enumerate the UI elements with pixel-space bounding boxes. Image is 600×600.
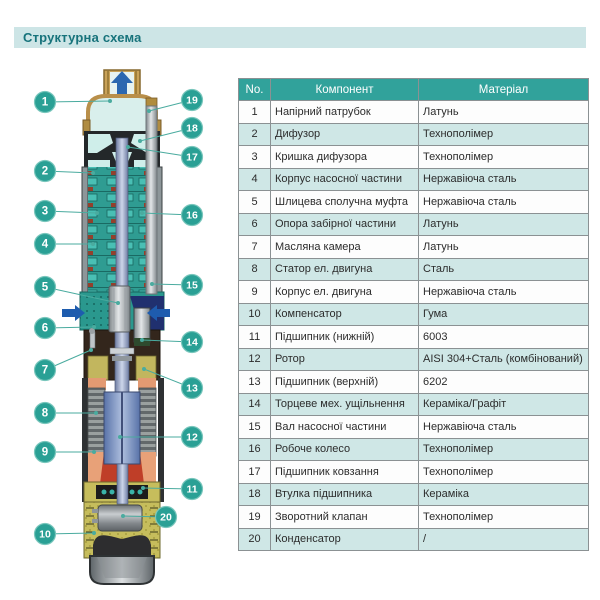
- table-row: [239, 326, 589, 349]
- callout-number-1: 1: [41, 96, 49, 109]
- table-row: [239, 123, 589, 146]
- cell-num: 14: [239, 393, 271, 416]
- callout-dot-10: [92, 531, 96, 535]
- callout-number-13: 13: [186, 382, 198, 395]
- cell-component: Дифузор: [271, 123, 419, 146]
- table-row: [239, 168, 589, 191]
- cell-component: Зворотний клапан: [271, 506, 419, 529]
- callout-number-7: 7: [41, 364, 49, 377]
- cell-material: 6003: [419, 326, 589, 349]
- cell-material: Нержавіюча сталь: [419, 168, 589, 191]
- callout-dot-11: [141, 486, 145, 490]
- cell-material: Технополімер: [419, 146, 589, 169]
- callout-number-11: 11: [186, 483, 198, 496]
- table-header-row: [239, 79, 589, 101]
- cell-num: 9: [239, 281, 271, 304]
- cell-num: 5: [239, 191, 271, 214]
- cell-material: Гума: [419, 303, 589, 326]
- cell-component: Підшипник (верхній): [271, 371, 419, 394]
- callout-number-9: 9: [41, 446, 49, 459]
- cell-component: Корпус насосної частини: [271, 168, 419, 191]
- callout-number-16: 16: [186, 209, 198, 222]
- callout-number-17: 17: [186, 151, 198, 164]
- cell-component: Масляна камера: [271, 236, 419, 259]
- callout-dot-3: [95, 211, 99, 215]
- cell-material: AISI 304+Сталь (комбінований): [419, 348, 589, 371]
- cell-material: Технополімер: [419, 438, 589, 461]
- cell-component: Опора забірної частини: [271, 213, 419, 236]
- cell-component: Робоче колесо: [271, 438, 419, 461]
- parts-table: [238, 78, 589, 551]
- cell-component: Конденсатор: [271, 528, 419, 551]
- callout-dot-2: [91, 171, 95, 175]
- cell-num: 3: [239, 146, 271, 169]
- callout-number-4: 4: [41, 238, 49, 251]
- cell-num: 12: [239, 348, 271, 371]
- cell-num: 11: [239, 326, 271, 349]
- cell-material: Нержавіюча сталь: [419, 281, 589, 304]
- table-row: [239, 461, 589, 484]
- capacitor: [92, 505, 142, 531]
- table-row: [239, 416, 589, 439]
- cell-num: 15: [239, 416, 271, 439]
- cell-material: Латунь: [419, 213, 589, 236]
- cell-num: 4: [239, 168, 271, 191]
- cell-num: 16: [239, 438, 271, 461]
- callout-dot-6: [92, 325, 96, 329]
- callout-dot-12: [118, 435, 122, 439]
- table-row: [239, 191, 589, 214]
- callout-number-8: 8: [41, 407, 49, 420]
- callout-dot-13: [142, 367, 146, 371]
- cell-num: 1: [239, 101, 271, 124]
- cell-material: Сталь: [419, 258, 589, 281]
- cell-num: 19: [239, 506, 271, 529]
- callout-dot-15: [150, 282, 154, 286]
- table-row: [239, 146, 589, 169]
- cell-num: 20: [239, 528, 271, 551]
- callout-number-5: 5: [41, 281, 49, 294]
- table-row: [239, 371, 589, 394]
- table-row: [239, 348, 589, 371]
- callout-number-3: 3: [41, 205, 49, 218]
- cell-material: 6202: [419, 371, 589, 394]
- cell-material: Нержавіюча сталь: [419, 416, 589, 439]
- callout-number-10: 10: [39, 528, 51, 541]
- cell-component: Підшипник ковзання: [271, 461, 419, 484]
- cell-component: Шлицева сполучна муфта: [271, 191, 419, 214]
- cell-material: Кераміка/Графіт: [419, 393, 589, 416]
- table-row: [239, 506, 589, 529]
- cell-num: 8: [239, 258, 271, 281]
- table-row: [239, 438, 589, 461]
- table-row: [239, 236, 589, 259]
- cell-material: Технополімер: [419, 506, 589, 529]
- table-row: [239, 258, 589, 281]
- callout-number-6: 6: [41, 322, 49, 335]
- cell-num: 2: [239, 123, 271, 146]
- table-row: [239, 528, 589, 551]
- cell-num: 13: [239, 371, 271, 394]
- cell-component: Кришка дифузора: [271, 146, 419, 169]
- cell-component: Компенсатор: [271, 303, 419, 326]
- callout-dot-17: [126, 145, 130, 149]
- callout-dot-4: [91, 242, 95, 246]
- callout-number-15: 15: [186, 279, 198, 292]
- cell-material: Латунь: [419, 236, 589, 259]
- cell-num: 7: [239, 236, 271, 259]
- callout-dot-20: [121, 514, 125, 518]
- callout-dot-1: [108, 99, 112, 103]
- cell-material: Нержавіюча сталь: [419, 191, 589, 214]
- callout-dot-14: [140, 338, 144, 342]
- callout-number-20: 20: [160, 511, 172, 524]
- table-row: [239, 213, 589, 236]
- callout-number-14: 14: [186, 336, 198, 349]
- callout-number-2: 2: [41, 165, 49, 178]
- cell-material: Латунь: [419, 101, 589, 124]
- cell-num: 10: [239, 303, 271, 326]
- cell-material: Технополімер: [419, 461, 589, 484]
- cell-component: Статор ел. двигуна: [271, 258, 419, 281]
- table-row: [239, 483, 589, 506]
- cell-num: 18: [239, 483, 271, 506]
- callout-dot-19: [147, 109, 151, 113]
- cell-component: Втулка підшипника: [271, 483, 419, 506]
- cell-material: Технополімер: [419, 123, 589, 146]
- cell-material: /: [419, 528, 589, 551]
- parts-table-body: [239, 101, 589, 551]
- table-row: [239, 303, 589, 326]
- callout-number-19: 19: [186, 94, 198, 107]
- callout-dot-9: [92, 450, 96, 454]
- cell-component: Вал насосної частини: [271, 416, 419, 439]
- cell-num: 6: [239, 213, 271, 236]
- cell-component: Ротор: [271, 348, 419, 371]
- cell-num: 17: [239, 461, 271, 484]
- callout-dot-7: [89, 348, 93, 352]
- cell-component: Торцеве мех. ущільнення: [271, 393, 419, 416]
- callout-dot-5: [116, 301, 120, 305]
- callout-dot-18: [138, 139, 142, 143]
- header-num: No.: [239, 79, 271, 101]
- table-row: [239, 281, 589, 304]
- page-title-text: Структурна схема: [23, 30, 142, 45]
- table-row: [239, 393, 589, 416]
- cell-material: Кераміка: [419, 483, 589, 506]
- cell-component: Підшипник (нижній): [271, 326, 419, 349]
- callout-number-18: 18: [186, 122, 198, 135]
- callout-dot-8: [94, 411, 98, 415]
- cell-component: Корпус ел. двигуна: [271, 281, 419, 304]
- cell-component: Напірний патрубок: [271, 101, 419, 124]
- header-component: Компонент: [271, 79, 419, 101]
- callout-dot-16: [140, 211, 144, 215]
- callout-number-12: 12: [186, 431, 198, 444]
- table-row: [239, 101, 589, 124]
- header-material: Матеріал: [419, 79, 589, 101]
